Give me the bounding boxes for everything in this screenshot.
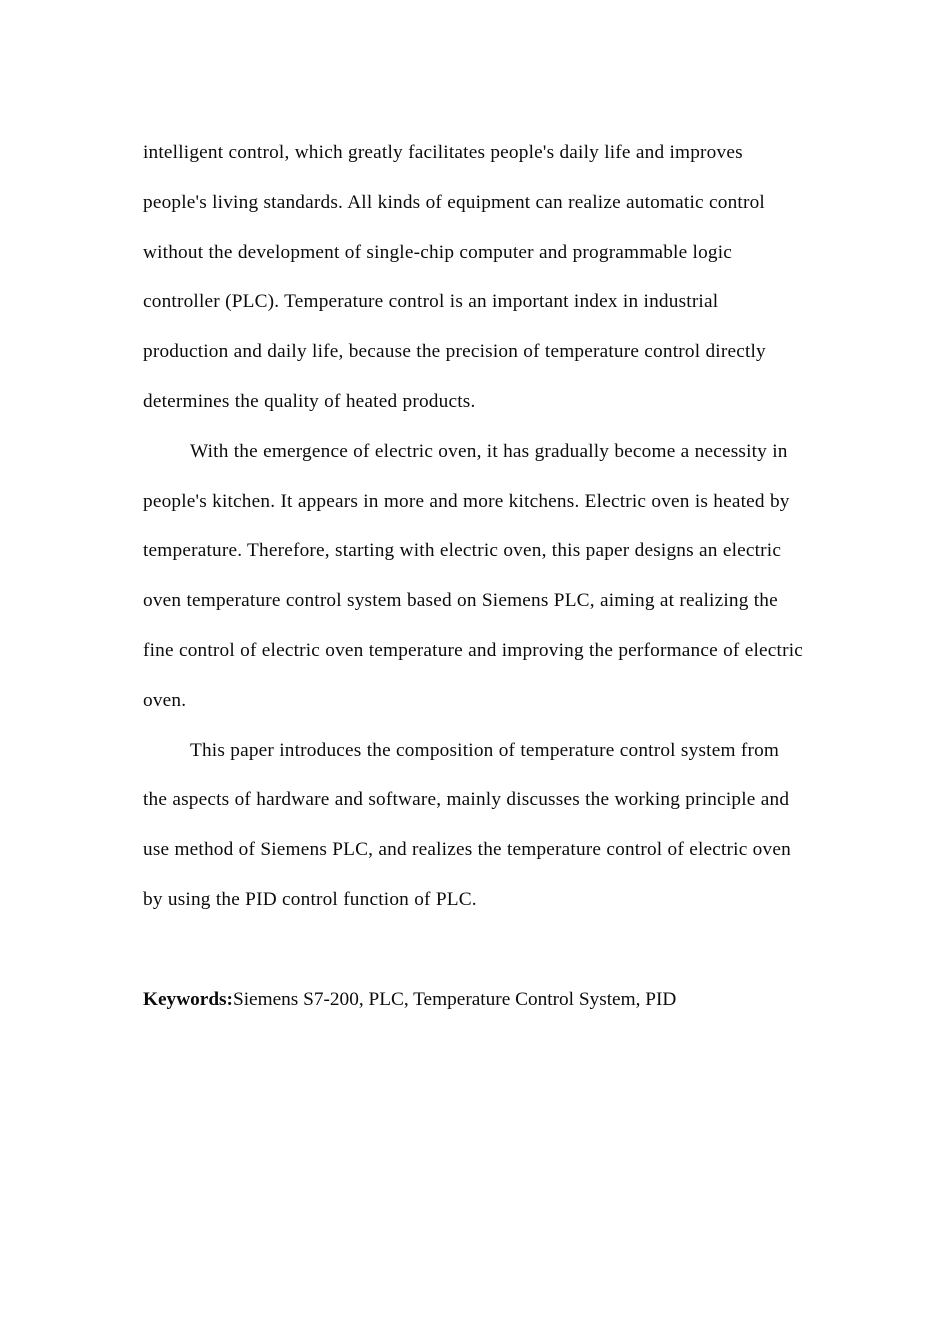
keywords-value: Siemens S7-200, PLC, Temperature Control System, PID <box>232 988 677 1010</box>
paragraph-continuation: intelligent control, which greatly facilitates people's daily life and improves people's living standards. All kinds of equipment can realize automatic control without the development of single-chip computer and programmable logic controller (PLC). Temperature control is an important index in industrial production and daily life, because the precision of temperature control directly determines the quality of heated products. <box>143 142 766 412</box>
paragraph-paper-overview: This paper introduces the composition of temperature control system from the aspects of hardware and software, mainly discusses the working principle and use method of Siemens PLC, and realizes the temperature control of electric oven by using the PID control function of PLC. <box>143 739 791 910</box>
abstract-text-column <box>143 128 808 1024</box>
blank-spacer-line <box>143 925 808 975</box>
paragraph-electric-oven: With the emergence of electric oven, it has gradually become a necessity in people's kitchen. It appears in more and more kitchens. Electric oven is heated by temperature. Therefore, starting with electric oven, this paper designs an electric oven temperature control system based on Siemens PLC, aiming at realizing the fine control of electric oven temperature and improving the performance of electric oven. <box>143 440 804 711</box>
keywords-line <box>143 975 808 1025</box>
keywords-label: Keywords: <box>143 988 233 1010</box>
